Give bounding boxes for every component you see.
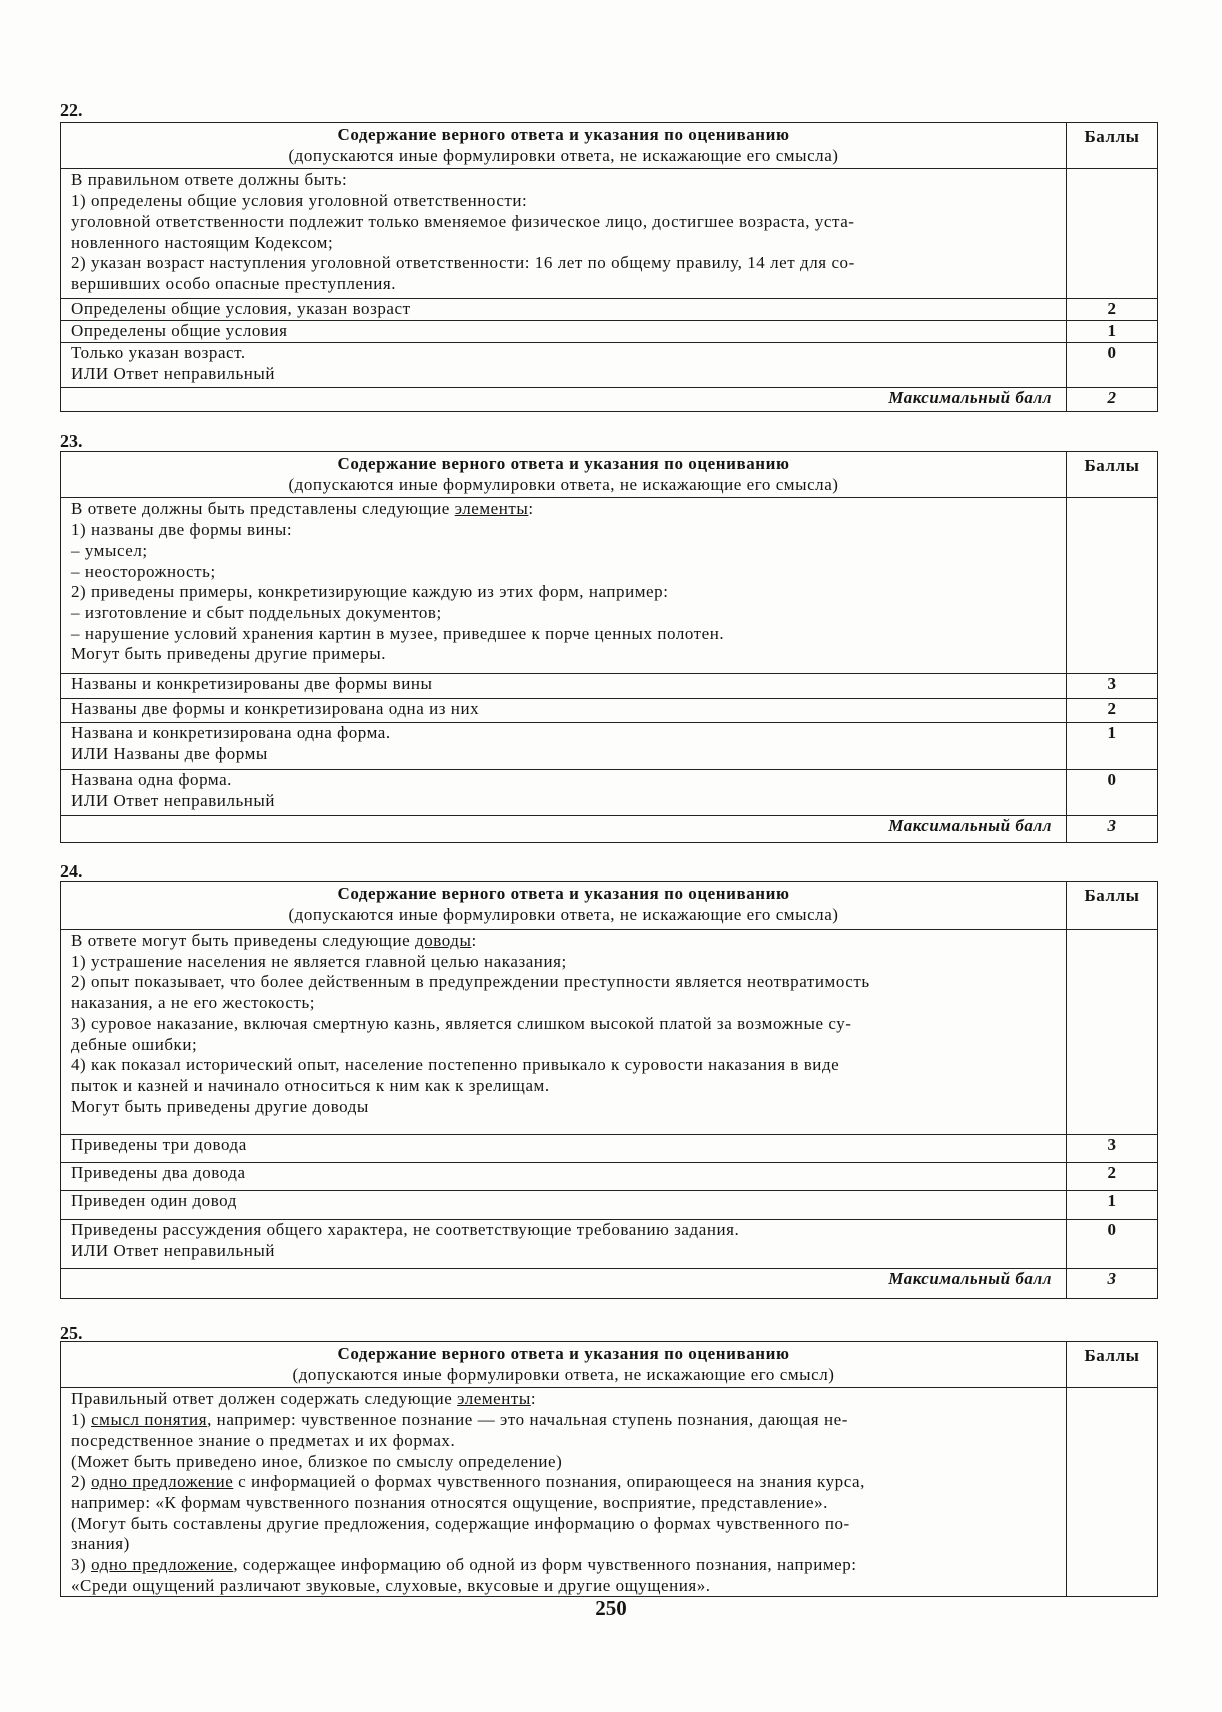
text-segment: 1) определены общие условия уголовной ответственности: [71,191,528,211]
text-segment: (Могут быть составлены другие предложения, содержащие информацию о формах чувственного по- [71,1513,850,1533]
criterion-line: Только указан возраст. [71,343,246,363]
content-line [71,582,1056,603]
criterion-score: 2 [1067,699,1158,723]
criteria-header [61,882,1067,930]
content-line [71,1014,1056,1035]
score-criterion-row [61,321,1158,343]
text-segment: : [528,499,534,519]
content-line [71,952,1056,973]
content-line [71,212,1056,233]
content-line [71,1493,1056,1514]
underlined-term: доводы [415,931,472,950]
content-line [71,972,1056,993]
text-segment: 1) устрашение населения не является главной целью наказания; [71,951,567,971]
criterion-line: Приведен один довод [71,1191,237,1210]
scoring-table [60,1341,1158,1597]
criteria-header-title: Содержание верного ответа и указания по оцениванию [337,454,790,473]
content-line [71,993,1056,1014]
criterion-line: Приведены два довода [71,1163,246,1182]
text-segment: вершивших особо опасные преступления. [71,273,397,293]
criterion-text [61,299,1067,321]
score-criterion-row [61,674,1158,699]
text-segment: – неосторожность; [71,561,216,581]
text-segment: посредственное знание о предметах и их формах. [71,1430,456,1450]
content-line [71,1534,1056,1555]
content-line [71,1555,1056,1576]
max-score-value: 2 [1067,388,1158,412]
text-segment: новленного настоящим Кодексом; [71,232,334,252]
criteria-header-title: Содержание верного ответа и указания по оцениванию [337,1344,790,1363]
text-segment: например: «К формам чувственного познания относятся ощущение, восприятие, представление». [71,1492,828,1512]
text-segment: , содержащее информацию об одной из форм чувственного познания, например: [233,1555,857,1575]
content-line [71,1472,1056,1493]
text-segment: 2) приведены примеры, конкретизирующие каждую из этих форм, например: [71,582,669,602]
text-segment: – нарушение условий хранения картин в музее, приведшее к порче ценных полотен. [71,623,725,643]
text-segment: В ответе могут быть приведены следующие [71,931,415,950]
answer-content [61,169,1067,299]
content-line [71,1097,1056,1118]
content-line [71,1452,1056,1473]
score-header: Баллы [1067,452,1158,498]
table-header-row [61,1342,1158,1388]
text-segment: уголовной ответственности подлежит только вменяемое физическое лицо, достигшее возраста, уста- [71,211,855,231]
criterion-score: 1 [1067,1191,1158,1220]
max-score-label: Максимальный балл [61,816,1067,843]
content-line [71,931,1056,952]
criterion-text [61,321,1067,343]
content-line [71,1035,1056,1056]
score-cell-empty [1067,1388,1158,1597]
section-number: 22. [60,100,83,120]
criterion-text [61,1191,1067,1220]
text-segment: В ответе должны быть представлены следующие [71,499,455,519]
text-segment: (Может быть приведено иное, близкое по смыслу определение) [71,1451,563,1471]
criterion-line: Приведены рассуждения общего характера, не соответствующие требованию задания. [71,1220,740,1239]
table-header-row [61,452,1158,498]
section-number: 25. [60,1323,83,1343]
max-score-label: Максимальный балл [61,1269,1067,1299]
text-segment: : [471,931,477,950]
criterion-line: ИЛИ Ответ неправильный [71,1240,276,1260]
score-cell-empty [1067,930,1158,1135]
scoring-table [60,881,1158,1299]
answer-content [61,498,1067,674]
content-line [71,541,1056,562]
content-line [71,1514,1056,1535]
content-line [71,274,1056,295]
score-criterion-row [61,1163,1158,1191]
content-line [71,1410,1056,1431]
text-segment: 1) названы две формы вины: [71,520,293,540]
criterion-score: 3 [1067,1135,1158,1163]
text-segment: пыток и казней и начинало относиться к ним как к зрелищам. [71,1075,550,1095]
underlined-term: одно предложение [91,1472,234,1492]
criterion-line: ИЛИ Ответ неправильный [71,791,276,811]
max-score-label: Максимальный балл [61,388,1067,412]
content-line [71,603,1056,624]
content-line [71,1055,1056,1076]
score-criterion-row [61,299,1158,321]
criterion-line: Определены общие условия, указан возраст [71,299,411,319]
scoring-table [60,451,1158,843]
criterion-text [61,1163,1067,1191]
max-score-value: 3 [1067,816,1158,843]
criterion-text [61,770,1067,816]
underlined-term: элементы [457,1389,531,1409]
criterion-score: 0 [1067,343,1158,388]
text-segment: – умысел; [71,540,148,560]
text-segment: – изготовление и сбыт поддельных документов; [71,602,442,622]
text-segment: , например: чувственное познание — это начальная ступень познания, дающая не- [207,1410,848,1430]
criteria-header-subtitle: (допускаются иные формулировки ответа, не искажающие его смысла) [288,474,839,494]
criterion-line: Приведены три довода [71,1135,247,1154]
criterion-line: Названа и конкретизирована одна форма. [71,723,391,743]
criterion-line: Названы и конкретизированы две формы вины [71,674,433,694]
score-criterion-row [61,343,1158,388]
criteria-header [61,123,1067,169]
score-criterion-row [61,699,1158,723]
score-criterion-row [61,1220,1158,1269]
answer-content [61,1388,1067,1597]
score-cell-empty [1067,169,1158,299]
content-line [71,170,1056,191]
criterion-score: 2 [1067,299,1158,321]
content-line [71,499,1056,520]
page-number: 250 [595,1596,627,1620]
criteria-header-title: Содержание верного ответа и указания по оцениванию [337,125,790,144]
criterion-text [61,674,1067,699]
criterion-score: 0 [1067,770,1158,816]
content-line [71,1431,1056,1452]
content-line [71,1076,1056,1097]
text-segment: с информацией о формах чувственного познания, опирающееся на знания курса, [233,1472,865,1492]
criterion-line: ИЛИ Названы две формы [71,744,268,764]
criterion-text [61,723,1067,770]
table-header-row [61,123,1158,169]
score-criterion-row [61,1191,1158,1220]
text-segment: : [530,1389,537,1409]
score-header: Баллы [1067,882,1158,930]
criterion-score: 3 [1067,674,1158,699]
score-header: Баллы [1067,123,1158,169]
underlined-term: элементы [454,499,529,519]
text-segment: Могут быть приведены другие примеры. [71,644,387,664]
scoring-table [60,122,1158,412]
content-line [71,520,1056,541]
text-segment: дебные ошибки; [71,1034,198,1054]
answer-content-row [61,169,1158,299]
criterion-score: 1 [1067,321,1158,343]
text-segment: 3) суровое наказание, включая смертную казнь, является слишком высокой платой за возможные су- [71,1013,852,1033]
text-segment: Могут быть приведены другие доводы [71,1096,369,1116]
criteria-header [61,452,1067,498]
answer-content-row [61,498,1158,674]
criterion-text [61,1135,1067,1163]
criteria-header [61,1342,1067,1388]
text-segment: Правильный ответ должен содержать следующие [71,1389,458,1409]
criteria-header-title: Содержание верного ответа и указания по оцениванию [337,884,790,903]
criterion-line: Определены общие условия [71,321,288,341]
text-segment: 1) [71,1410,92,1430]
criterion-line: ИЛИ Ответ неправильный [71,364,276,384]
table-header-row [61,882,1158,930]
max-score-row [61,388,1158,412]
criterion-line: Названа одна форма. [71,770,232,790]
content-line [71,1389,1056,1410]
content-line [71,624,1056,645]
section-number: 23. [60,431,83,451]
answer-content-row [61,930,1158,1135]
criterion-score: 1 [1067,723,1158,770]
criteria-header-subtitle: (допускаются иные формулировки ответа, не искажающие его смысла) [288,904,839,924]
score-cell-empty [1067,498,1158,674]
content-line [71,253,1056,274]
max-score-value: 3 [1067,1269,1158,1299]
score-criterion-row [61,1135,1158,1163]
criterion-text [61,343,1067,388]
text-segment: 2) указан возраст наступления уголовной ответственности: 16 лет по общему правилу, 14 лет для со- [71,253,855,273]
text-segment: 3) [71,1555,92,1575]
answer-content [61,930,1067,1135]
text-segment: знания) [71,1534,130,1554]
text-segment: 2) опыт показывает, что более действенным в предупреждении преступности является неотвратимость [71,972,870,992]
criterion-line: Названы две формы и конкретизирована одна из них [71,699,480,719]
content-line [71,644,1056,665]
section-number: 24. [60,861,83,881]
max-score-row [61,816,1158,843]
answer-content-row [61,1388,1158,1597]
content-line [71,191,1056,212]
content-line [71,233,1056,254]
criterion-score: 0 [1067,1220,1158,1269]
criteria-header-subtitle: (допускаются иные формулировки ответа, не искажающие его смысл) [292,1364,835,1384]
underlined-term: смысл понятия [91,1410,208,1430]
text-segment: 2) [71,1472,92,1492]
text-segment: В правильном ответе должны быть: [71,170,348,190]
criterion-text [61,699,1067,723]
score-criterion-row [61,770,1158,816]
score-criterion-row [61,723,1158,770]
criterion-text [61,1220,1067,1269]
underlined-term: одно предложение [91,1555,234,1575]
criteria-header-subtitle: (допускаются иные формулировки ответа, не искажающие его смысла) [288,145,839,165]
score-header: Баллы [1067,1342,1158,1388]
criterion-score: 2 [1067,1163,1158,1191]
text-segment: 4) как показал исторический опыт, население постепенно привыкало к суровости наказания в виде [71,1055,840,1075]
content-line [71,1576,1056,1597]
text-segment: «Среди ощущений различают звуковые, слуховые, вкусовые и другие ощущения». [71,1575,711,1595]
content-line [71,562,1056,583]
text-segment: наказания, а не его жестокость; [71,993,316,1013]
max-score-row [61,1269,1158,1299]
